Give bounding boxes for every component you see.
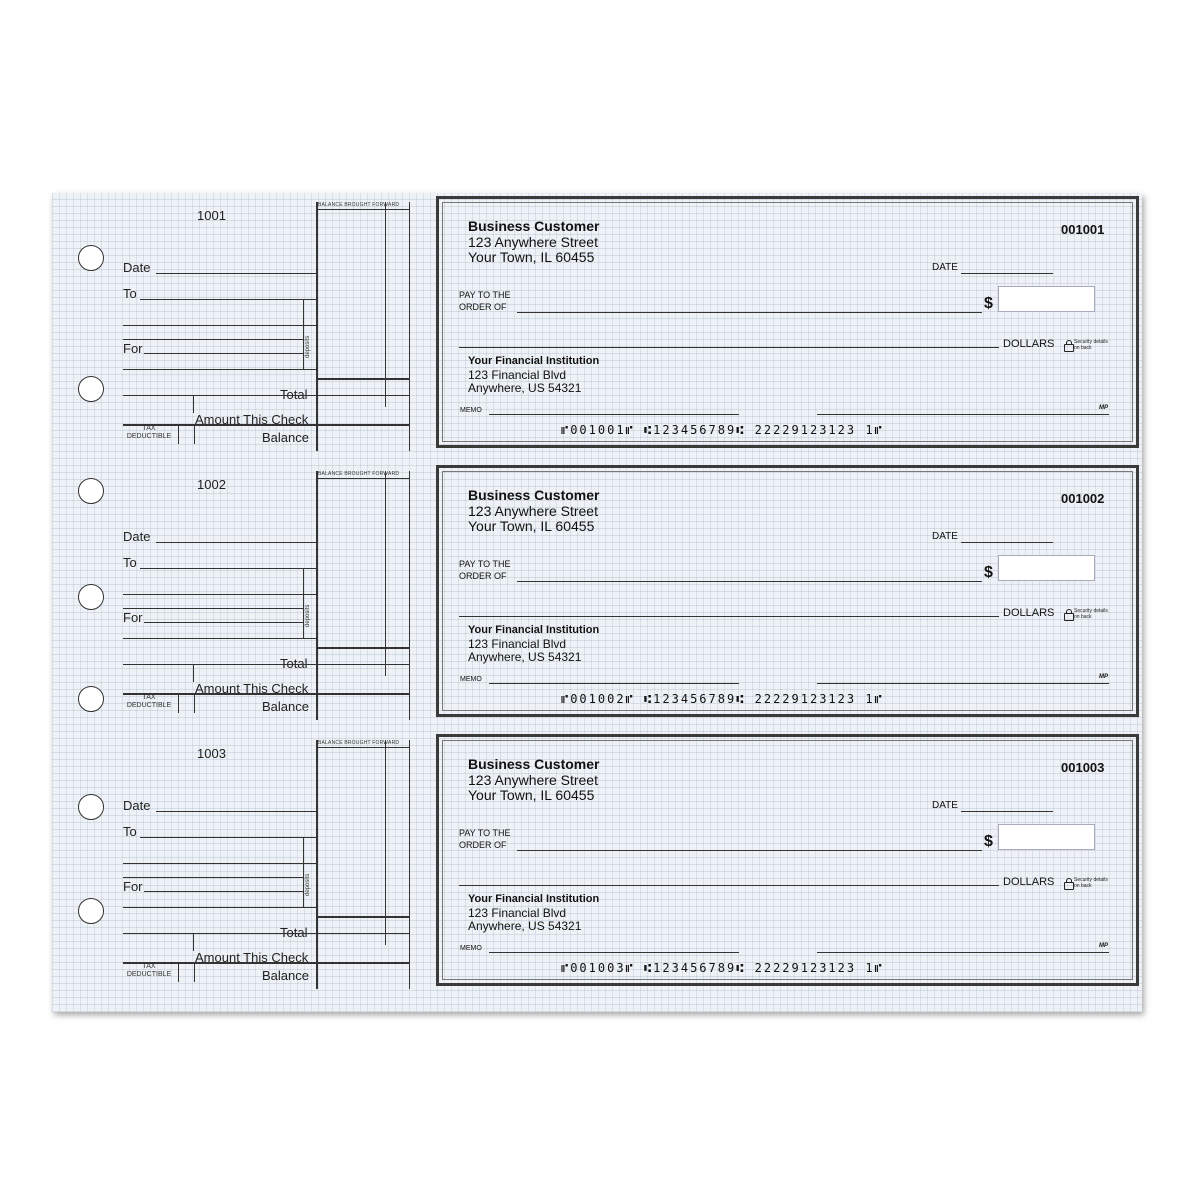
stub-number: 1001	[197, 208, 226, 223]
stub-rule	[316, 747, 410, 748]
micr-line: ⑈001001⑈ ⑆123456789⑆ 22229123123 1⑈	[561, 423, 884, 437]
amount-this-check-label: Amount This Check	[195, 950, 309, 965]
check-number: 001003	[1061, 760, 1105, 775]
stub-line	[123, 907, 316, 908]
stub-column-rule	[409, 945, 410, 989]
stub-date-label: Date	[123, 260, 151, 275]
stub-line	[123, 933, 409, 934]
memo-label: MEMO	[460, 945, 482, 952]
stub-for-label: For	[123, 341, 143, 356]
stub-rule-v	[193, 664, 194, 682]
signature-line	[817, 414, 1109, 415]
payer-street: 123 Anywhere Street	[468, 772, 598, 788]
check-number: 001002	[1061, 491, 1105, 506]
balance-brought-forward-label: BALANCE BROUGHT FORWARD	[318, 740, 400, 746]
stub-for-line	[144, 622, 303, 623]
stub-line	[123, 369, 316, 370]
payer-street: 123 Anywhere Street	[468, 503, 598, 519]
stub-rule-v	[194, 693, 195, 713]
stub-column-rule	[409, 407, 410, 451]
stub-total-rule	[316, 378, 409, 380]
deposits-rule	[303, 568, 304, 638]
stub-total-rule	[316, 916, 409, 918]
bank-city: Anywhere, US 54321	[468, 919, 582, 933]
payer-city: Your Town, IL 60455	[468, 249, 595, 265]
mp-label: MP	[1099, 674, 1108, 680]
payee-line	[517, 581, 982, 582]
memo-line	[489, 952, 739, 953]
written-amount-line	[459, 616, 999, 617]
security-details-label: Security details on back	[1074, 877, 1108, 889]
memo-label: MEMO	[460, 407, 482, 414]
payer-name: Business Customer	[468, 487, 600, 503]
deposits-label: deposits	[305, 873, 311, 896]
stub-rule	[316, 209, 410, 210]
stub-total-label: Total	[280, 387, 308, 402]
check-number: 001001	[1061, 222, 1105, 237]
stub-column-rule	[385, 202, 386, 407]
stub-rule-v	[178, 693, 179, 713]
bank-name: Your Financial Institution	[468, 893, 600, 905]
stub-column-rule	[316, 407, 318, 451]
stub-rule-v	[194, 424, 195, 444]
bank-street: 123 Financial Blvd	[468, 906, 567, 920]
payer-name: Business Customer	[468, 218, 600, 234]
check-stub	[52, 462, 437, 734]
stub-for-label: For	[123, 879, 143, 894]
security-details-label: Security details on back	[1074, 339, 1108, 351]
micr-line: ⑈001002⑈ ⑆123456789⑆ 22229123123 1⑈	[561, 692, 884, 706]
balance-brought-forward-label: BALANCE BROUGHT FORWARD	[318, 471, 400, 477]
pay-to-label-1: PAY TO THE	[459, 290, 511, 300]
lock-icon	[1064, 882, 1074, 890]
stub-to-label: To	[123, 824, 137, 839]
mp-label: MP	[1099, 943, 1108, 949]
stub-date-label: Date	[123, 798, 151, 813]
payer-city: Your Town, IL 60455	[468, 518, 595, 534]
stub-column-rule	[316, 740, 318, 945]
payee-line	[517, 312, 982, 313]
stub-rule-v	[178, 962, 179, 982]
stub-for-line	[144, 891, 303, 892]
amount-this-check-label: Amount This Check	[195, 681, 309, 696]
stub-line	[123, 325, 316, 326]
stub-number: 1003	[197, 746, 226, 761]
pay-to-label-1: PAY TO THE	[459, 828, 511, 838]
micr-line: ⑈001003⑈ ⑆123456789⑆ 22229123123 1⑈	[561, 961, 884, 975]
stub-line	[123, 608, 303, 609]
check	[436, 465, 1139, 717]
date-label: DATE	[932, 531, 958, 542]
security-details-label: Security details on back	[1074, 608, 1108, 620]
stub-line	[123, 863, 316, 864]
stub-rule	[316, 478, 410, 479]
bank-name: Your Financial Institution	[468, 355, 600, 367]
payer-name: Business Customer	[468, 756, 600, 772]
date-label: DATE	[932, 800, 958, 811]
dollars-label: DOLLARS	[1003, 607, 1055, 619]
check-stub	[52, 193, 437, 465]
dollar-sign: $	[984, 295, 993, 312]
date-line	[961, 811, 1053, 812]
deposits-rule	[303, 837, 304, 907]
stub-column-rule	[316, 676, 318, 720]
pay-to-label-2: ORDER OF	[459, 840, 507, 850]
signature-line	[817, 952, 1109, 953]
date-line	[961, 542, 1053, 543]
stub-column-rule	[409, 471, 410, 676]
stub-date-label: Date	[123, 529, 151, 544]
payer-street: 123 Anywhere Street	[468, 234, 598, 250]
stub-total-label: Total	[280, 925, 308, 940]
stub-to-label: To	[123, 286, 137, 301]
balance-brought-forward-label: BALANCE BROUGHT FORWARD	[318, 202, 400, 208]
balance-label: Balance	[262, 430, 309, 445]
stub-column-rule	[385, 740, 386, 945]
deposits-rule	[303, 299, 304, 369]
stub-number: 1002	[197, 477, 226, 492]
stub-for-line	[144, 353, 303, 354]
stub-for-label: For	[123, 610, 143, 625]
bank-street: 123 Financial Blvd	[468, 368, 567, 382]
stub-rule-v	[178, 424, 179, 444]
stub-date-line	[156, 811, 316, 812]
date-label: DATE	[932, 262, 958, 273]
stub-to-label: To	[123, 555, 137, 570]
balance-label: Balance	[262, 699, 309, 714]
stub-line	[123, 638, 316, 639]
stub-line	[123, 877, 303, 878]
amount-box[interactable]	[998, 824, 1095, 850]
stub-to-line	[140, 568, 316, 569]
lock-icon	[1064, 613, 1074, 621]
memo-label: MEMO	[460, 676, 482, 683]
bank-city: Anywhere, US 54321	[468, 381, 582, 395]
written-amount-line	[459, 885, 999, 886]
lock-icon	[1064, 344, 1074, 352]
stub-rule-v	[194, 962, 195, 982]
stub-date-line	[156, 542, 316, 543]
stub-to-line	[140, 837, 316, 838]
amount-box[interactable]	[998, 555, 1095, 581]
stub-to-line	[140, 299, 316, 300]
memo-line	[489, 683, 739, 684]
stub-column-rule	[385, 471, 386, 676]
pay-to-label-2: ORDER OF	[459, 302, 507, 312]
stub-total-rule	[316, 647, 409, 649]
bank-name: Your Financial Institution	[468, 624, 600, 636]
payee-line	[517, 850, 982, 851]
stub-line	[123, 339, 303, 340]
stub-column-rule	[316, 471, 318, 676]
dollar-sign: $	[984, 833, 993, 850]
stub-line	[123, 664, 409, 665]
amount-box[interactable]	[998, 286, 1095, 312]
check	[436, 196, 1139, 448]
check-stub	[52, 731, 437, 1003]
stub-column-rule	[316, 202, 318, 407]
deposits-label: deposits	[305, 604, 311, 627]
bank-street: 123 Financial Blvd	[468, 637, 567, 651]
signature-line	[817, 683, 1109, 684]
stub-line	[123, 395, 409, 396]
bank-city: Anywhere, US 54321	[468, 650, 582, 664]
written-amount-line	[459, 347, 999, 348]
pay-to-label-1: PAY TO THE	[459, 559, 511, 569]
date-line	[961, 273, 1053, 274]
payer-city: Your Town, IL 60455	[468, 787, 595, 803]
deposits-label: deposits	[305, 335, 311, 358]
stub-rule-v	[193, 395, 194, 413]
stub-line	[123, 594, 316, 595]
pay-to-label-2: ORDER OF	[459, 571, 507, 581]
stub-column-rule	[316, 945, 318, 989]
dollars-label: DOLLARS	[1003, 876, 1055, 888]
balance-label: Balance	[262, 968, 309, 983]
tax-deductible-label: TAX DEDUCTIBLE	[126, 963, 172, 978]
stub-column-rule	[409, 740, 410, 945]
mp-label: MP	[1099, 405, 1108, 411]
memo-line	[489, 414, 739, 415]
stub-column-rule	[409, 676, 410, 720]
amount-this-check-label: Amount This Check	[195, 412, 309, 427]
tax-deductible-label: TAX DEDUCTIBLE	[126, 425, 172, 440]
stub-rule-v	[193, 933, 194, 951]
stub-total-label: Total	[280, 656, 308, 671]
dollars-label: DOLLARS	[1003, 338, 1055, 350]
stub-date-line	[156, 273, 316, 274]
tax-deductible-label: TAX DEDUCTIBLE	[126, 694, 172, 709]
dollar-sign: $	[984, 564, 993, 581]
check	[436, 734, 1139, 986]
stub-column-rule	[409, 202, 410, 407]
